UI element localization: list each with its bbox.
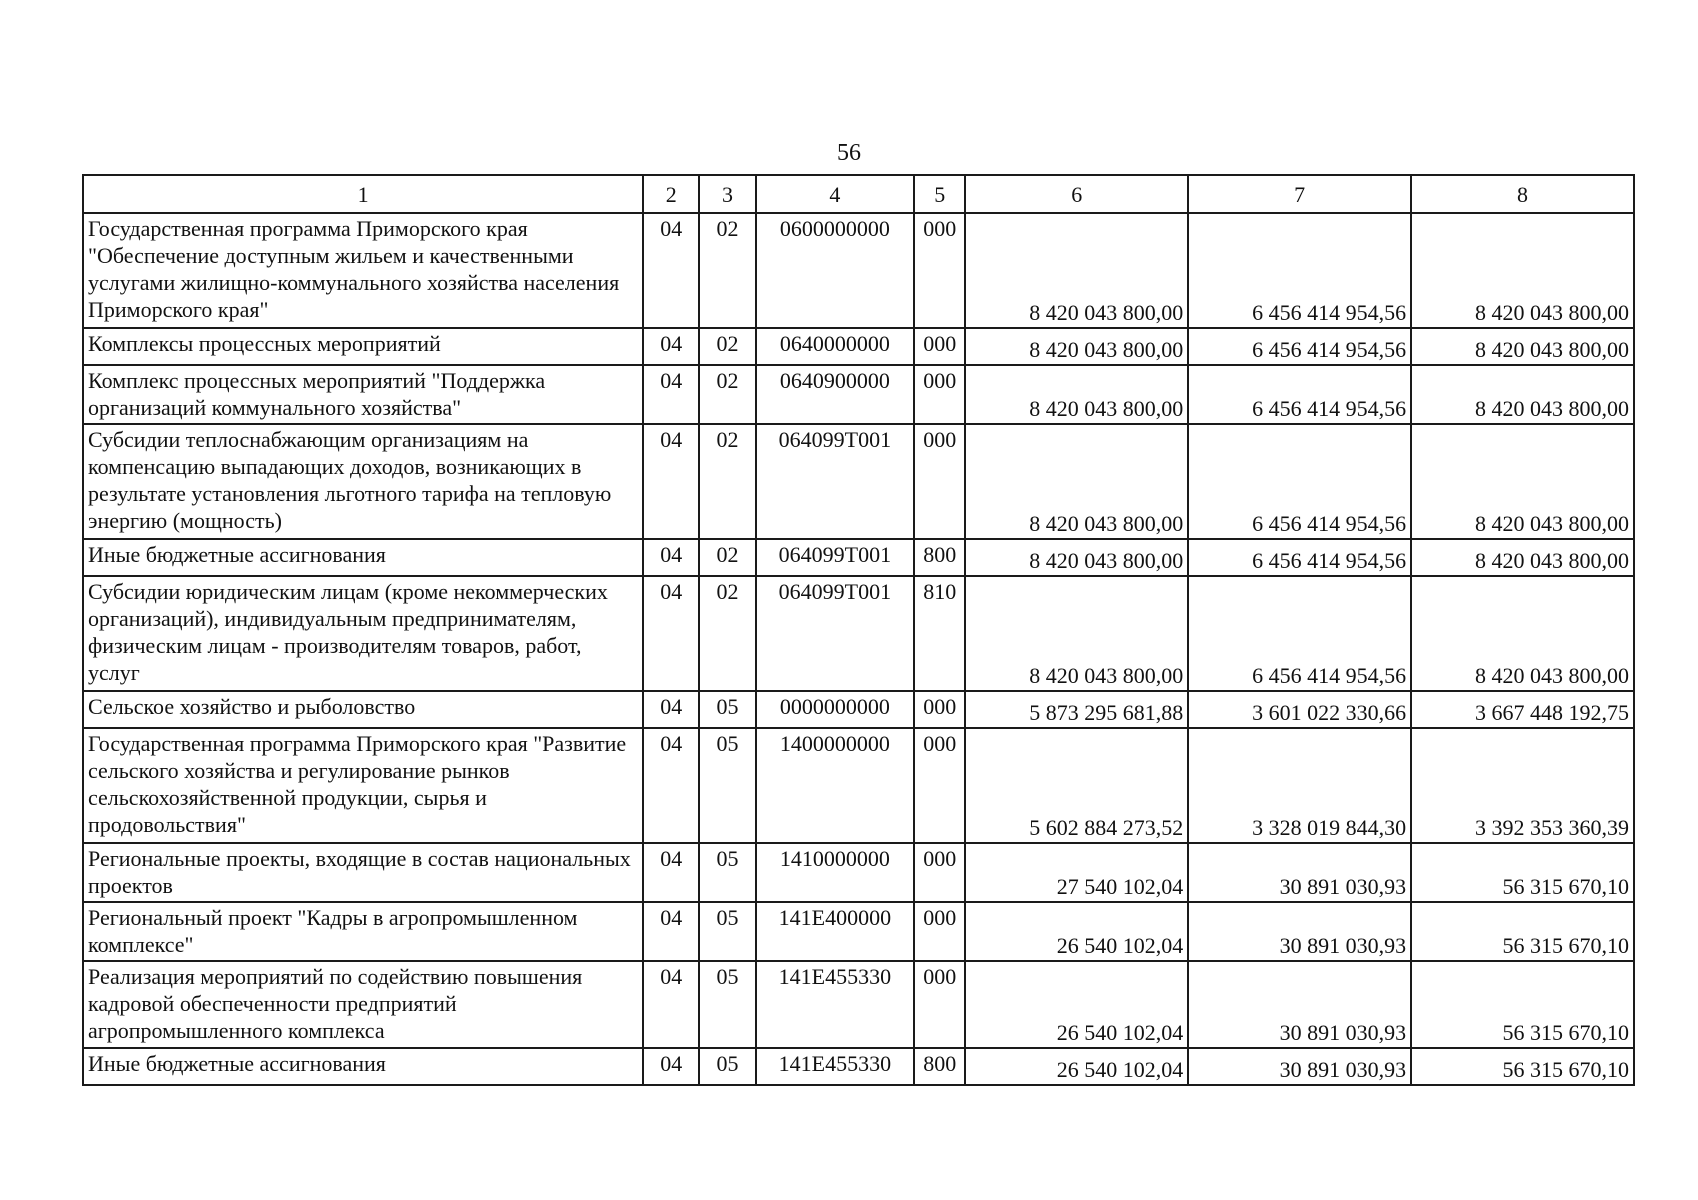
amount-col6-cell: 8 420 043 800,00 xyxy=(965,424,1188,539)
row-name-cell: Субсидии юридическим лицам (кроме некоммерческих организаций), индивидуальным предпринимателям, физическим лицам - производителям товаров, работ, услуг xyxy=(83,576,643,691)
row-name-cell: Иные бюджетные ассигнования xyxy=(83,1048,643,1085)
table-row xyxy=(83,691,1634,728)
target-article-cell: 1400000000 xyxy=(756,728,915,843)
row-name-cell: Региональные проекты, входящие в состав национальных проектов xyxy=(83,843,643,902)
target-article-cell: 1410000000 xyxy=(756,843,915,902)
subsection-code-cell: 02 xyxy=(699,576,755,691)
amount-col8-cell: 56 315 670,10 xyxy=(1411,902,1634,961)
column-header: 2 xyxy=(643,175,699,213)
section-code-cell: 04 xyxy=(643,539,699,576)
amount-col8-cell: 56 315 670,10 xyxy=(1411,1048,1634,1085)
amount-col8-cell: 56 315 670,10 xyxy=(1411,961,1634,1048)
amount-col6-cell: 8 420 043 800,00 xyxy=(965,365,1188,424)
section-code-cell: 04 xyxy=(643,213,699,328)
subsection-code-cell: 05 xyxy=(699,728,755,843)
amount-col8-cell: 3 392 353 360,39 xyxy=(1411,728,1634,843)
amount-col6-cell: 8 420 043 800,00 xyxy=(965,328,1188,365)
amount-col6-cell: 8 420 043 800,00 xyxy=(965,539,1188,576)
target-article-cell: 064099Т001 xyxy=(756,539,915,576)
row-name-cell: Комплексы процессных мероприятий xyxy=(83,328,643,365)
row-name-cell: Комплекс процессных мероприятий "Поддержка организаций коммунального хозяйства" xyxy=(83,365,643,424)
subsection-code-cell: 02 xyxy=(699,328,755,365)
section-code-cell: 04 xyxy=(643,691,699,728)
amount-col8-cell: 8 420 043 800,00 xyxy=(1411,328,1634,365)
expense-type-cell: 000 xyxy=(914,424,965,539)
amount-col8-cell: 8 420 043 800,00 xyxy=(1411,576,1634,691)
amount-col7-cell: 30 891 030,93 xyxy=(1188,843,1411,902)
target-article-cell: 064099Т001 xyxy=(756,576,915,691)
table-row xyxy=(83,843,1634,902)
amount-col7-cell: 30 891 030,93 xyxy=(1188,961,1411,1048)
section-code-cell: 04 xyxy=(643,365,699,424)
subsection-code-cell: 05 xyxy=(699,961,755,1048)
subsection-code-cell: 02 xyxy=(699,365,755,424)
amount-col6-cell: 8 420 043 800,00 xyxy=(965,213,1188,328)
amount-col6-cell: 26 540 102,04 xyxy=(965,902,1188,961)
column-header: 7 xyxy=(1188,175,1411,213)
row-name-cell: Реализация мероприятий по содействию повышения кадровой обеспеченности предприятий агропромышленного комплекса xyxy=(83,961,643,1048)
amount-col7-cell: 3 328 019 844,30 xyxy=(1188,728,1411,843)
subsection-code-cell: 05 xyxy=(699,843,755,902)
expense-type-cell: 800 xyxy=(914,539,965,576)
amount-col7-cell: 6 456 414 954,56 xyxy=(1188,365,1411,424)
target-article-cell: 0640000000 xyxy=(756,328,915,365)
table-row xyxy=(83,328,1634,365)
table-row xyxy=(83,576,1634,691)
section-code-cell: 04 xyxy=(643,843,699,902)
amount-col6-cell: 5 602 884 273,52 xyxy=(965,728,1188,843)
amount-col7-cell: 30 891 030,93 xyxy=(1188,1048,1411,1085)
column-header: 5 xyxy=(914,175,965,213)
amount-col7-cell: 6 456 414 954,56 xyxy=(1188,424,1411,539)
section-code-cell: 04 xyxy=(643,576,699,691)
amount-col7-cell: 6 456 414 954,56 xyxy=(1188,213,1411,328)
subsection-code-cell: 02 xyxy=(699,213,755,328)
row-name-cell: Субсидии теплоснабжающим организациям на компенсацию выпадающих доходов, возникающих в результате установления льготного тарифа на тепловую энергию (мощность) xyxy=(83,424,643,539)
amount-col8-cell: 3 667 448 192,75 xyxy=(1411,691,1634,728)
amount-col7-cell: 6 456 414 954,56 xyxy=(1188,576,1411,691)
table-row xyxy=(83,365,1634,424)
amount-col7-cell: 30 891 030,93 xyxy=(1188,902,1411,961)
expense-type-cell: 000 xyxy=(914,213,965,328)
expense-type-cell: 000 xyxy=(914,902,965,961)
amount-col7-cell: 6 456 414 954,56 xyxy=(1188,539,1411,576)
section-code-cell: 04 xyxy=(643,1048,699,1085)
expense-type-cell: 810 xyxy=(914,576,965,691)
amount-col8-cell: 8 420 043 800,00 xyxy=(1411,424,1634,539)
column-header: 8 xyxy=(1411,175,1634,213)
budget-table xyxy=(82,174,1635,1086)
section-code-cell: 04 xyxy=(643,902,699,961)
table-row xyxy=(83,539,1634,576)
expense-type-cell: 000 xyxy=(914,365,965,424)
amount-col8-cell: 56 315 670,10 xyxy=(1411,843,1634,902)
amount-col6-cell: 8 420 043 800,00 xyxy=(965,576,1188,691)
row-name-cell: Государственная программа Приморского края "Обеспечение доступным жильем и качественными услугами жилищно-коммунального хозяйства населения Приморского края" xyxy=(83,213,643,328)
expense-type-cell: 000 xyxy=(914,843,965,902)
amount-col7-cell: 6 456 414 954,56 xyxy=(1188,328,1411,365)
target-article-cell: 0640900000 xyxy=(756,365,915,424)
amount-col8-cell: 8 420 043 800,00 xyxy=(1411,365,1634,424)
row-name-cell: Иные бюджетные ассигнования xyxy=(83,539,643,576)
table-row xyxy=(83,424,1634,539)
target-article-cell: 141Е400000 xyxy=(756,902,915,961)
subsection-code-cell: 05 xyxy=(699,691,755,728)
expense-type-cell: 800 xyxy=(914,1048,965,1085)
amount-col7-cell: 3 601 022 330,66 xyxy=(1188,691,1411,728)
subsection-code-cell: 02 xyxy=(699,539,755,576)
section-code-cell: 04 xyxy=(643,961,699,1048)
column-header: 3 xyxy=(699,175,755,213)
amount-col6-cell: 27 540 102,04 xyxy=(965,843,1188,902)
row-name-cell: Сельское хозяйство и рыболовство xyxy=(83,691,643,728)
amount-col6-cell: 26 540 102,04 xyxy=(965,1048,1188,1085)
table-row xyxy=(83,728,1634,843)
target-article-cell: 0000000000 xyxy=(756,691,915,728)
target-article-cell: 141Е455330 xyxy=(756,961,915,1048)
target-article-cell: 141Е455330 xyxy=(756,1048,915,1085)
row-name-cell: Региональный проект "Кадры в агропромышленном комплексе" xyxy=(83,902,643,961)
table-row xyxy=(83,213,1634,328)
subsection-code-cell: 05 xyxy=(699,902,755,961)
row-name-cell: Государственная программа Приморского края "Развитие сельского хозяйства и регулирование рынков сельскохозяйственной продукции, сырья и продовольствия" xyxy=(83,728,643,843)
table-row xyxy=(83,1048,1634,1085)
table-header-row xyxy=(83,175,1634,213)
amount-col8-cell: 8 420 043 800,00 xyxy=(1411,213,1634,328)
amount-col6-cell: 26 540 102,04 xyxy=(965,961,1188,1048)
expense-type-cell: 000 xyxy=(914,328,965,365)
column-header: 4 xyxy=(756,175,915,213)
subsection-code-cell: 02 xyxy=(699,424,755,539)
table-row xyxy=(83,961,1634,1048)
column-header: 6 xyxy=(965,175,1188,213)
section-code-cell: 04 xyxy=(643,728,699,843)
expense-type-cell: 000 xyxy=(914,961,965,1048)
section-code-cell: 04 xyxy=(643,328,699,365)
expense-type-cell: 000 xyxy=(914,728,965,843)
subsection-code-cell: 05 xyxy=(699,1048,755,1085)
section-code-cell: 04 xyxy=(643,424,699,539)
target-article-cell: 0600000000 xyxy=(756,213,915,328)
target-article-cell: 064099Т001 xyxy=(756,424,915,539)
column-header: 1 xyxy=(83,175,643,213)
amount-col8-cell: 8 420 043 800,00 xyxy=(1411,539,1634,576)
table-row xyxy=(83,902,1634,961)
amount-col6-cell: 5 873 295 681,88 xyxy=(965,691,1188,728)
page-number: 56 xyxy=(837,140,861,166)
expense-type-cell: 000 xyxy=(914,691,965,728)
